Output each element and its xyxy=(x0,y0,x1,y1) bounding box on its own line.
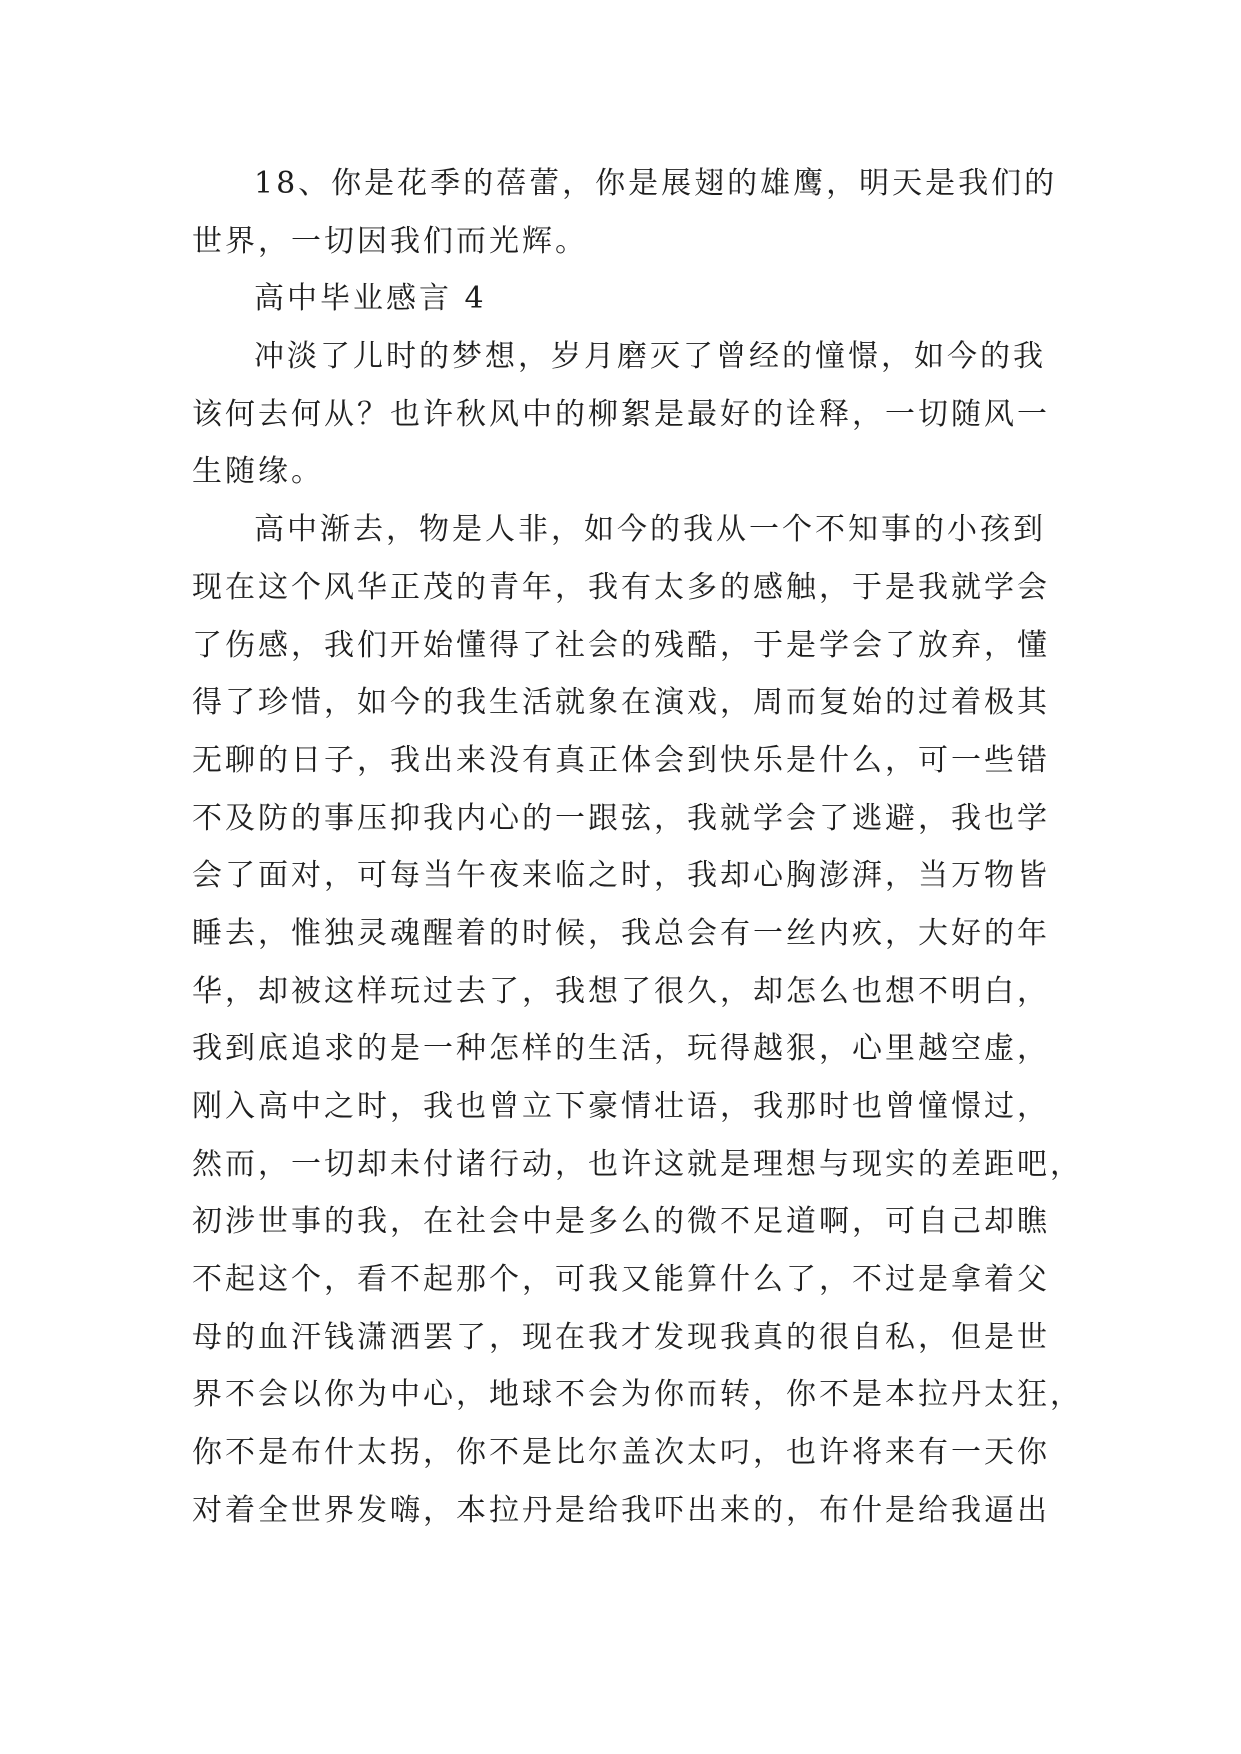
text-line: 了伤感，我们开始懂得了社会的残酷，于是学会了放弃，懂 xyxy=(192,627,1050,663)
text-line: 世界，一切因我们而光辉。 xyxy=(192,223,588,259)
text-line: 我到底追求的是一种怎样的生活，玩得越狠，心里越空虚， xyxy=(192,1031,1050,1067)
text-line: 母的血汗钱潇洒罢了，现在我才发现我真的很自私，但是世 xyxy=(192,1319,1050,1355)
body-text xyxy=(192,155,1083,1540)
text-line: 生随缘。 xyxy=(192,454,324,490)
text-line: 华，却被这样玩过去了，我想了很久，却怎么也想不明白， xyxy=(192,973,1050,1009)
text-line: 然而，一切却未付诸行动，也许这就是理想与现实的差距吧， xyxy=(192,1146,1083,1182)
text-line: 冲淡了儿时的梦想，岁月磨灭了曾经的憧憬，如今的我 xyxy=(254,339,1046,375)
text-line: 对着全世界发嗨，本拉丹是给我吓出来的，布什是给我逼出 xyxy=(192,1492,1050,1528)
text-line: 该何去何从？也许秋风中的柳絮是最好的诠释，一切随风一 xyxy=(192,396,1050,432)
text-line: 初涉世事的我，在社会中是多么的微不足道啊，可自己却瞧 xyxy=(192,1204,1050,1240)
text-line: 高中渐去，物是人非，如今的我从一个不知事的小孩到 xyxy=(254,512,1046,548)
text-line: 刚入高中之时，我也曾立下豪情壮语，我那时也曾憧憬过， xyxy=(192,1089,1050,1124)
text-line: 18、你是花季的蓓蕾，你是展翅的雄鹰，明天是我们的 xyxy=(254,166,1058,201)
text-line: 你不是布什太拐，你不是比尔盖次太叼，也许将来有一天你 xyxy=(192,1435,1050,1471)
section-heading: 高中毕业感言 4 xyxy=(254,281,487,317)
text-line: 不起这个，看不起那个，可我又能算什么了，不过是拿着父 xyxy=(192,1262,1050,1298)
text-line: 界不会以你为中心，地球不会为你而转，你不是本拉丹太狂， xyxy=(192,1377,1083,1413)
text-line: 会了面对，可每当午夜来临之时，我却心胸澎湃，当万物皆 xyxy=(192,858,1050,894)
text-line: 现在这个风华正茂的青年，我有太多的感触，于是我就学会 xyxy=(192,569,1050,605)
text-line: 无聊的日子，我出来没有真正体会到快乐是什么，可一些错 xyxy=(192,742,1050,778)
text-line: 得了珍惜，如今的我生活就象在演戏，周而复始的过着极其 xyxy=(192,685,1050,721)
text-line: 不及防的事压抑我内心的一跟弦，我就学会了逃避，我也学 xyxy=(192,800,1050,836)
text-line: 睡去，惟独灵魂醒着的时候，我总会有一丝内疚，大好的年 xyxy=(192,915,1050,951)
